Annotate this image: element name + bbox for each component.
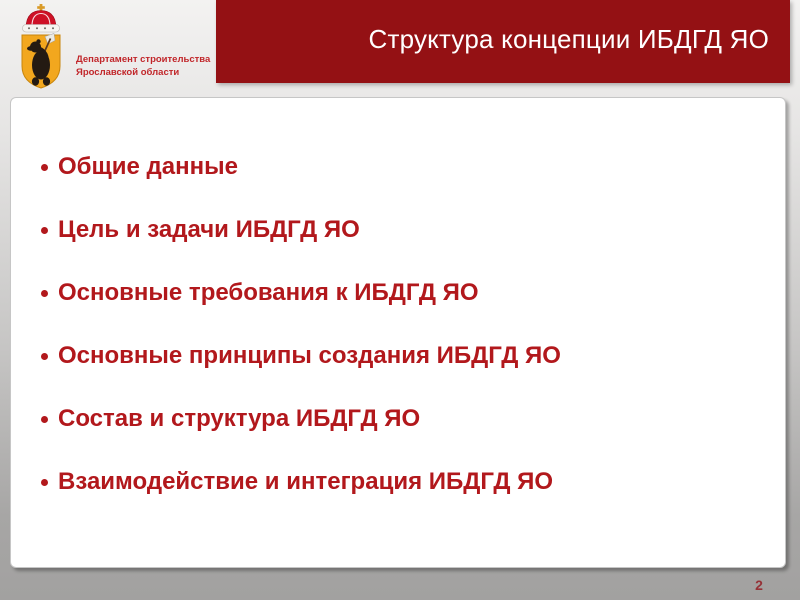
- coat-of-arms-icon: [18, 4, 64, 90]
- bullet-dot: [41, 353, 48, 360]
- bullet-text: Состав и структура ИБДГД ЯО: [58, 405, 421, 432]
- bullet-dot: [41, 227, 48, 234]
- bullet-text: Взаимодействие и интеграция ИБДГД ЯО: [58, 468, 554, 495]
- bullet-list: [33, 154, 561, 532]
- page-number: 2: [755, 577, 763, 593]
- bullet-item: [33, 343, 561, 369]
- bullet-dot: [41, 416, 48, 423]
- bullet-dot: [41, 164, 48, 171]
- bullet-dot: [41, 479, 48, 486]
- org-name-line1: Департамент строительства: [76, 54, 211, 65]
- bullet-item: [33, 280, 561, 306]
- bullet-item: [33, 217, 561, 243]
- bullet-text: Цель и задачи ИБДГД ЯО: [58, 216, 360, 243]
- bullet-text: Основные требования к ИБДГД ЯО: [58, 279, 479, 306]
- bullet-item: [33, 406, 561, 432]
- content-panel: [10, 97, 786, 568]
- bullet-text: Общие данные: [58, 153, 238, 180]
- slide-title: Структура концепции ИБДГД ЯО: [368, 24, 769, 54]
- bullet-dot: [41, 290, 48, 297]
- title-bar: [216, 0, 790, 83]
- bullet-item: [33, 469, 561, 495]
- org-logo: [18, 4, 64, 90]
- org-name-line2: Ярославской области: [76, 67, 180, 79]
- bullet-item: [33, 154, 561, 180]
- bullet-text: Основные принципы создания ИБДГД ЯО: [58, 342, 561, 369]
